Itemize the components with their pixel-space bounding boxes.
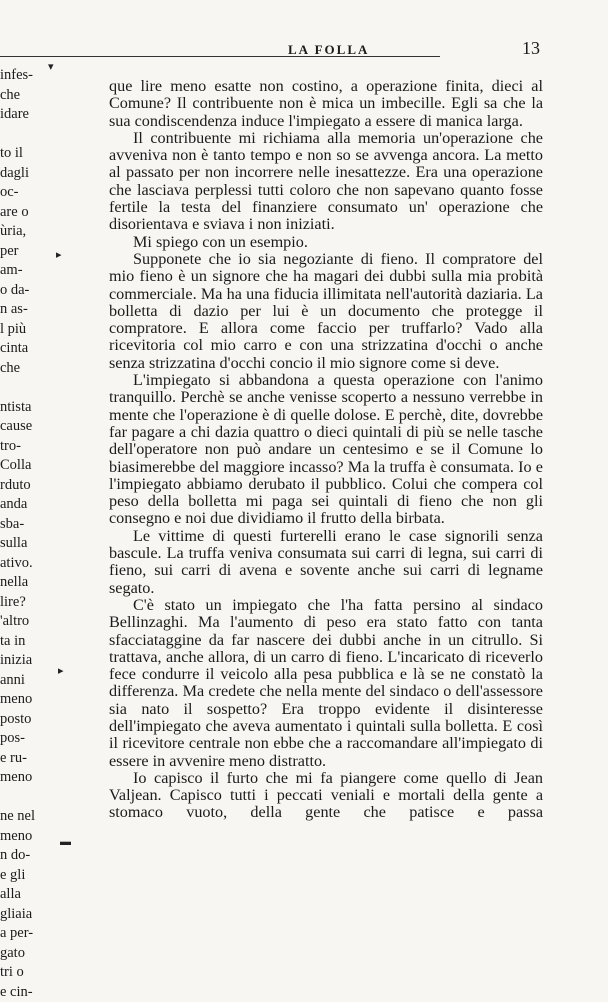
paragraph: C'è stato un impiegato che l'ha fatta persino al sindaco Bellinzaghi. Ma l'aumento di peso era stato fatto con tanta sfacciataggine da far nascere dei dubbi anche in un citrullo. Si trattava, anche allora, di un carro di fieno. L'incaricato di riceverlo fece condurre il veicolo alla pesa pubblica e là se ne constatò la differenza. Ma credete che nella mente del sindaco o dell'assessore sia nato il sospetto? Era troppo evidente il disinteresse dell'impiegato che aveva aumentato i quintali sulla bolletta. E così il ricevitore centrale non ebbe che a raccomandare all'impiegato di essere in avvenire meno distratto. [109,597,543,770]
paragraph: Supponete che io sia negoziante di fieno. Il compratore del mio fieno è un signore che ha magari dei dubbi sulla mia probità commerciale. Ma ha una fiducia illimitata nell'autorità daziaria. La bolletta di dazio per lui è un documento che protegge il compratore. E allora come faccio per truffarlo? Vado alla ricevitoria col mio carro e con una strizzatina d'occhi o anche senza strizzatina d'occhi concio il mio signore come si deve. [109,251,543,372]
paragraph: Mi spiego con un esempio. [109,234,543,251]
paragraph: Le vittime di questi furterelli erano le case signorili senza bascule. La truffa veniva consumata sui carri di legna, sui carri di fieno, sui carri di avena e sovente anche sui carri di legname segato. [109,528,543,597]
page-number: 13 [522,38,540,59]
paragraph: Io capisco il furto che mi fa piangere come quello di Jean Valjean. Capisco tutti i peccati veniali e mortali della gente a stomaco vuoto, della gente che patisce e passa [109,770,543,822]
margin-fragment: cause [0,417,48,437]
margin-fragment: meno [0,690,48,710]
margin-fragment: oc- [0,183,48,203]
paragraph: Il contribuente mi richiama alla memoria un'operazione che avveniva non è tanto tempo e non so se avvenga ancora. La metto al passato per non incorrere nelle inesattezze. Era una operazione che lasciava perplessi tutti coloro che non sapevano quanto fosse fertile la testa del finanziere consumato un' operazione che disorientava e sviava i non iniziati. [109,130,543,234]
left-margin-bleed-text [0,66,48,1002]
margin-fragment: are o [0,203,48,223]
paragraph: L'impiegato si abbandona a questa operazione con l'animo tranquillo. Perchè se anche venisse scoperto a nessuno verrebbe in mente che l'operazione è di quelle dolose. E perchè, dite, dovrebbe far pagare a chi dazia quattro o dieci quintali di più se nelle tasche dell'operatore non può andare un centesimo e se il Comune lo biasimerebbe del maggiore incasso? Ma la truffa è consumata. Io e l'impiegato abbiamo derubato il pubblico. Colui che compera col peso della bolletta mi paga sei quintali di fieno che non gli consegno e noi due dividiamo il frutto della birbata. [109,372,543,528]
margin-fragment: dagli [0,164,48,184]
margin-fragment: e ru- [0,749,48,769]
margin-fragment: cinta [0,339,48,359]
margin-fragment: n do- [0,846,48,866]
margin-fragment: pos- [0,729,48,749]
margin-fragment: ne nel [0,807,48,827]
margin-fragment [0,378,48,398]
margin-fragment: ativo. [0,554,48,574]
margin-fragment: ntista [0,398,48,418]
margin-mark: ▸ [58,664,64,677]
margin-fragment: inizia [0,651,48,671]
margin-fragment: am- [0,261,48,281]
margin-mark: ▾ [48,60,54,73]
margin-fragment: che [0,86,48,106]
margin-fragment: sulla [0,534,48,554]
margin-fragment: meno [0,827,48,847]
margin-fragment: e gli [0,866,48,886]
margin-fragment: nella [0,573,48,593]
journal-title: LA FOLLA [288,42,369,58]
margin-fragment [0,788,48,808]
margin-fragment: rduto [0,476,48,496]
margin-fragment: che [0,359,48,379]
margin-fragment: posto [0,710,48,730]
margin-mark: ▸ [56,248,62,261]
margin-fragment: alla [0,885,48,905]
margin-fragment: e cin- [0,983,48,1002]
margin-fragment: 'altro [0,612,48,632]
margin-fragment: idare [0,105,48,125]
margin-fragment: gliaia [0,905,48,925]
margin-mark: ▬ [60,836,71,848]
margin-fragment: meno [0,768,48,788]
header-rule [0,56,440,57]
margin-fragment: a per- [0,924,48,944]
margin-fragment: to il [0,144,48,164]
margin-fragment: per [0,242,48,262]
margin-fragment: lire? [0,593,48,613]
margin-fragment [0,125,48,145]
margin-fragment: anni [0,671,48,691]
margin-fragment: n as- [0,300,48,320]
margin-fragment: tri o [0,963,48,983]
margin-fragment: tro- [0,437,48,457]
paragraph: que lire meno esatte non costino, a operazione finita, dieci al Comune? Il contribuente non è mica un imbecille. Egli sa che la sua condiscendenza induce l'impiegato a essere di manica larga. [109,78,543,130]
margin-fragment: o da- [0,281,48,301]
margin-fragment: ta in [0,632,48,652]
article-body [109,78,543,822]
margin-fragment: l più [0,320,48,340]
margin-fragment: Colla [0,456,48,476]
margin-fragment: ùria, [0,222,48,242]
margin-fragment: gato [0,944,48,964]
margin-fragment: infes- [0,66,48,86]
margin-fragment: sba- [0,515,48,535]
margin-fragment: anda [0,495,48,515]
